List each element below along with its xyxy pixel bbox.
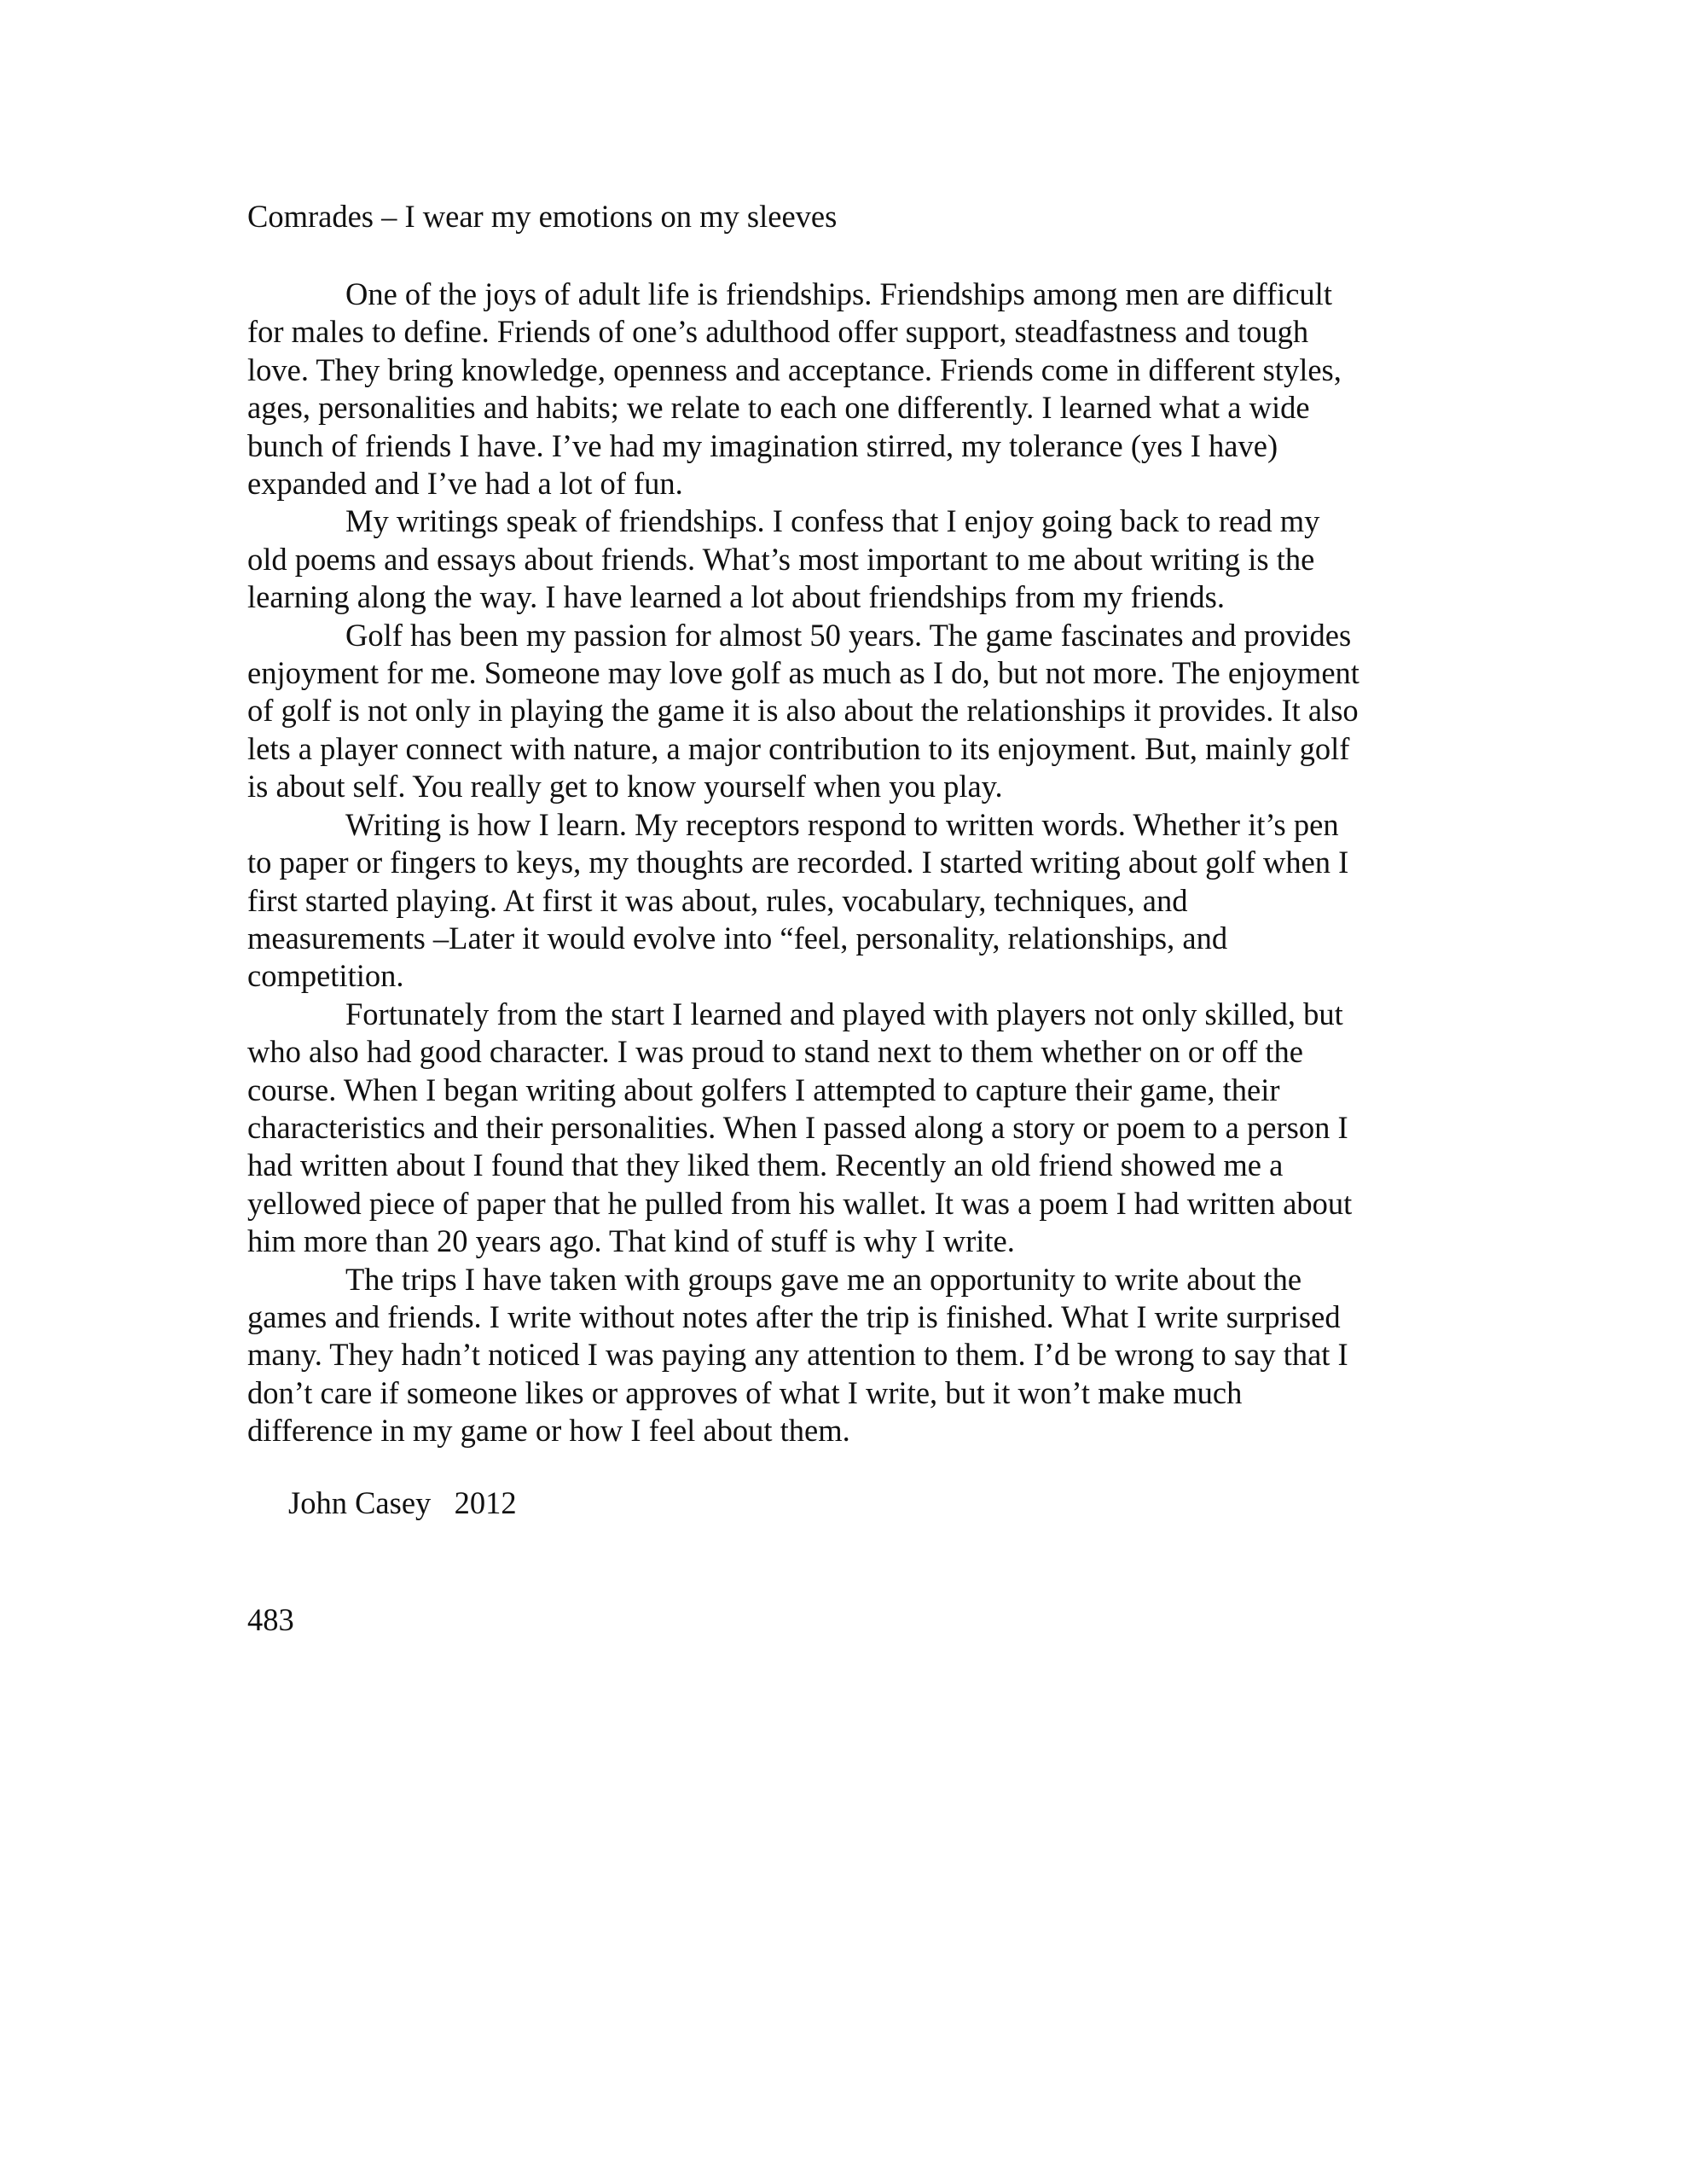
paragraph-line: bunch of friends I have. I’ve had my imagination stirred, my tolerance (yes I have): [247, 427, 1278, 463]
paragraph-first-line: Fortunately from the start I learned and played with players not only skilled, but: [345, 996, 1343, 1031]
author-signature: John Casey 2012: [288, 1485, 517, 1520]
paragraph-first-line: The trips I have taken with groups gave me an opportunity to write about the: [345, 1261, 1302, 1297]
paragraph-line: competition.: [247, 958, 404, 994]
paragraph-line: games and friends. I write without notes after the trip is finished. What I write surprised: [247, 1298, 1341, 1334]
paragraph-line: had written about I found that they liked them. Recently an old friend showed me a: [247, 1147, 1284, 1183]
paragraph-line: course. When I began writing about golfers I attempted to capture their game, their: [247, 1072, 1280, 1107]
paragraph-line: who also had good character. I was proud to stand next to them whether on or off the: [247, 1034, 1303, 1070]
paragraph-line: him more than 20 years ago. That kind of stuff is why I write.: [247, 1223, 1015, 1259]
page-number: 483: [247, 1602, 294, 1637]
paragraph-first-line: My writings speak of friendships. I confess that I enjoy going back to read my: [345, 503, 1320, 539]
paragraph-line: characteristics and their personalities. When I passed along a story or poem to a person I: [247, 1109, 1348, 1145]
paragraph-line: don’t care if someone likes or approves of what I write, but it won’t make much: [247, 1374, 1243, 1410]
paragraph-line: ages, personalities and habits; we relate to each one differently. I learned what a wide: [247, 390, 1310, 426]
paragraph-line: measurements –Later it would evolve into “feel, personality, relationships, and: [247, 920, 1228, 956]
paragraph-line: love. They bring knowledge, openness and acceptance. Friends come in different styles,: [247, 351, 1342, 387]
paragraph-line: first started playing. At first it was about, rules, vocabulary, techniques, and: [247, 882, 1188, 918]
paragraph-line: difference in my game or how I feel about them.: [247, 1413, 850, 1449]
paragraph-line: of golf is not only in playing the game it is also about the relationships it provides. It also: [247, 693, 1359, 729]
paragraph-first-line: Writing is how I learn. My receptors respond to written words. Whether it’s pen: [345, 806, 1339, 842]
document-body: [247, 276, 1441, 1450]
paragraph-line: for males to define. Friends of one’s adulthood offer support, steadfastness and tough: [247, 314, 1309, 350]
paragraph-line: lets a player connect with nature, a major contribution to its enjoyment. But, mainly golf: [247, 730, 1350, 766]
paragraph-line: yellowed piece of paper that he pulled from his wallet. It was a poem I had written about: [247, 1185, 1353, 1221]
paragraph-line: to paper or fingers to keys, my thoughts are recorded. I started writing about golf when I: [247, 845, 1349, 880]
paragraph-line: is about self. You really get to know yourself when you play.: [247, 769, 1003, 804]
document-title: Comrades – I wear my emotions on my sleeves: [247, 199, 838, 234]
paragraph-line: learning along the way. I have learned a lot about friendships from my friends.: [247, 579, 1226, 615]
paragraph-line: enjoyment for me. Someone may love golf as much as I do, but not more. The enjoyment: [247, 655, 1359, 691]
paragraph-first-line: Golf has been my passion for almost 50 years. The game fascinates and provides: [345, 617, 1352, 653]
paragraph-first-line: One of the joys of adult life is friendships. Friendships among men are difficult: [345, 276, 1332, 311]
paragraph-line: many. They hadn’t noticed I was paying any attention to them. I’d be wrong to say that I: [247, 1337, 1348, 1373]
paragraph-line: expanded and I’ve had a lot of fun.: [247, 466, 683, 502]
paragraph-line: old poems and essays about friends. What’s most important to me about writing is the: [247, 541, 1315, 577]
